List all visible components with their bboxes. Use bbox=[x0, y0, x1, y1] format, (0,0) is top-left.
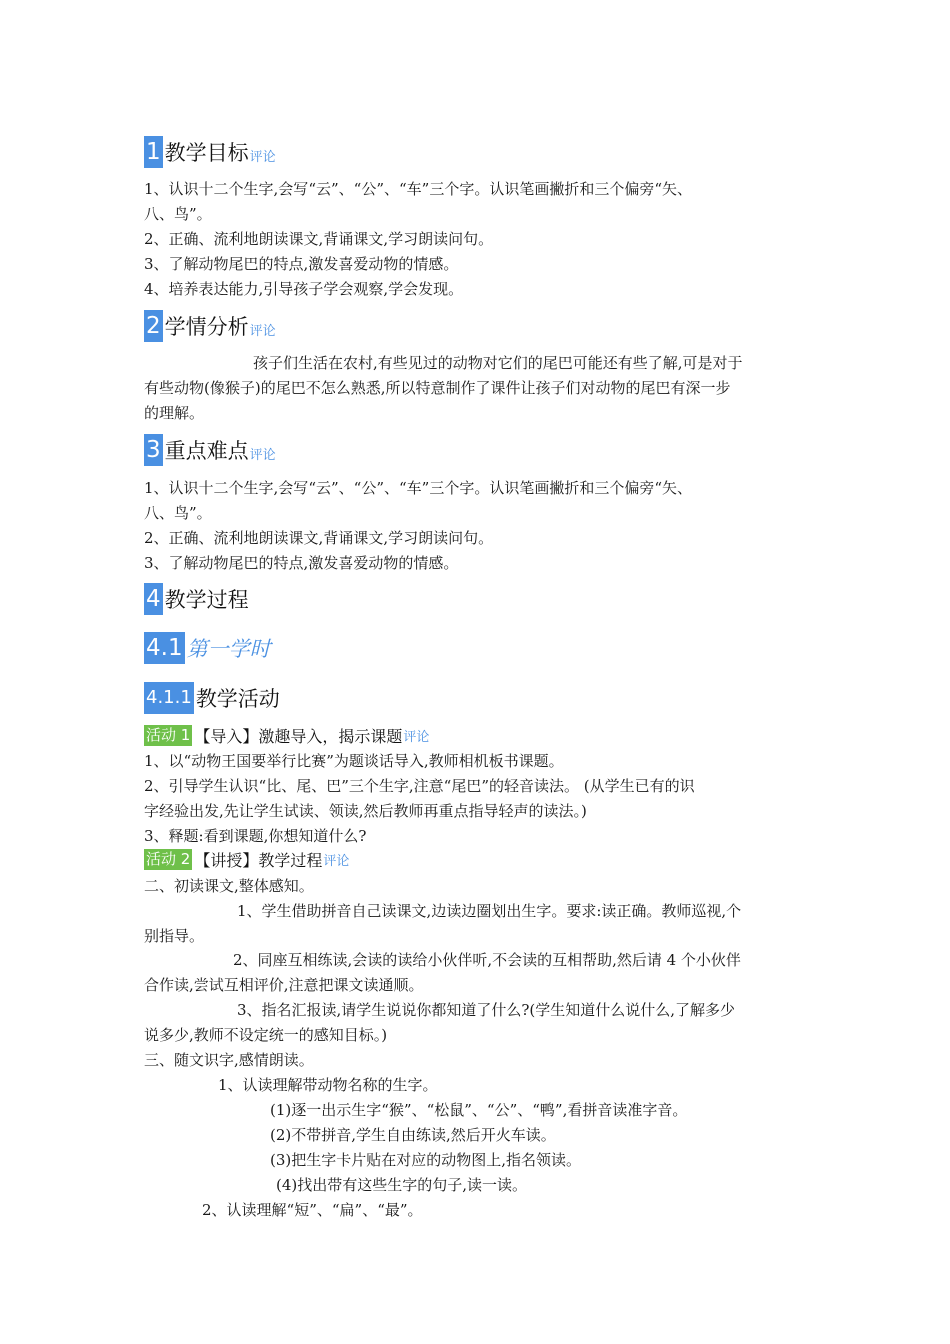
section-heading-1 bbox=[144, 136, 276, 168]
section-number: 4 bbox=[144, 583, 163, 615]
activity-line: 3、释题:看到课题,你想知道什么? bbox=[144, 827, 367, 845]
activity-line: 别指导。 bbox=[144, 927, 205, 945]
section-heading-4 bbox=[144, 583, 249, 615]
section-number: 3 bbox=[144, 434, 163, 466]
goal-line: 3、了解动物尾巴的特点,激发喜爱动物的情感。 bbox=[144, 255, 459, 273]
goal-line: 1、认识十二个生字,会写“云”、“公”、“车”三个字。认识笔画撇折和三个偏旁“矢、 bbox=[144, 180, 692, 198]
activity-line: 1、认读理解带动物名称的生字。 bbox=[218, 1076, 438, 1094]
keypoint-line: 2、正确、流利地朗读课文,背诵课文,学习朗读问句。 bbox=[144, 529, 494, 547]
section-heading-4-1-1 bbox=[144, 682, 280, 714]
section-title: 教学目标 bbox=[164, 141, 249, 165]
activity-line: 2、同座互相练读,会读的读给小伙伴听,不会读的互相帮助,然后请 4 个小伙伴 bbox=[233, 951, 741, 969]
activity-line: 合作读,尝试互相评价,注意把课文读通顺。 bbox=[144, 976, 424, 994]
section-title: 学情分析 bbox=[164, 315, 249, 339]
activity-line: (3)把生字卡片贴在对应的动物图上,指名领读。 bbox=[270, 1151, 582, 1169]
comment-link[interactable]: 评论 bbox=[403, 730, 430, 745]
comment-link[interactable]: 评论 bbox=[323, 854, 350, 869]
activity-line: 1、以“动物王国要举行比赛”为题谈话导入,教师相机板书课题。 bbox=[144, 752, 564, 770]
activity-heading-2 bbox=[144, 848, 349, 871]
activity-title: 【导入】激趣导入，揭示课题 bbox=[194, 727, 403, 746]
activity-line: (4)找出带有这些生字的句子,读一读。 bbox=[276, 1176, 528, 1194]
activity-line: (1)逐一出示生字“猴”、“松鼠”、“公”、“鸭”,看拼音读准字音。 bbox=[270, 1101, 688, 1119]
section-number: 4.1.1 bbox=[144, 682, 194, 714]
keypoint-line: 1、认识十二个生字,会写“云”、“公”、“车”三个字。认识笔画撇折和三个偏旁“矢、 bbox=[144, 479, 692, 497]
goal-line: 八、鸟”。 bbox=[144, 205, 212, 223]
section-title: 第一学时 bbox=[186, 637, 271, 661]
section-title: 重点难点 bbox=[164, 439, 249, 463]
activity-tag: 活动 2 bbox=[146, 850, 191, 868]
comment-link[interactable]: 评论 bbox=[249, 448, 276, 463]
keypoint-line: 3、了解动物尾巴的特点,激发喜爱动物的情感。 bbox=[144, 554, 459, 572]
activity-line: (2)不带拼音,学生自由练读,然后开火车读。 bbox=[270, 1126, 556, 1144]
section-number: 4.1 bbox=[144, 632, 185, 664]
activity-heading-1 bbox=[144, 724, 429, 747]
keypoint-line: 八、鸟”。 bbox=[144, 504, 212, 522]
comment-link[interactable]: 评论 bbox=[249, 150, 276, 165]
section-heading-2 bbox=[144, 310, 276, 342]
goal-line: 4、培养表达能力,引导孩子学会观察,学会发现。 bbox=[144, 280, 464, 298]
analysis-line: 孩子们生活在农村,有些见过的动物对它们的尾巴可能还有些了解,可是对于 bbox=[253, 354, 743, 372]
section-number: 2 bbox=[144, 310, 163, 342]
analysis-line: 有些动物(像猴子)的尾巴不怎么熟悉,所以特意制作了课件让孩子们对动物的尾巴有深一步 bbox=[144, 379, 731, 397]
activity-tag: 活动 1 bbox=[146, 726, 191, 744]
comment-link[interactable]: 评论 bbox=[249, 324, 276, 339]
activity-title: 【讲授】教学过程 bbox=[194, 851, 323, 870]
section-heading-3 bbox=[144, 434, 276, 466]
section-title: 教学过程 bbox=[164, 588, 249, 612]
activity-line: 二、初读课文,整体感知。 bbox=[144, 877, 314, 895]
activity-line: 3、指名汇报读,请学生说说你都知道了什么?(学生知道什么说什么,了解多少 bbox=[237, 1001, 735, 1019]
activity-line: 2、认读理解“短”、“扁”、“最”。 bbox=[202, 1201, 423, 1219]
goal-line: 2、正确、流利地朗读课文,背诵课文,学习朗读问句。 bbox=[144, 230, 494, 248]
activity-line: 字经验出发,先让学生试读、领读,然后教师再重点指导轻声的读法。) bbox=[144, 802, 587, 820]
section-number: 1 bbox=[144, 136, 163, 168]
activity-line: 2、引导学生认识“比、尾、巴”三个生字,注意“尾巴”的轻音读法。 (从学生已有的识 bbox=[144, 777, 695, 795]
activity-line: 1、学生借助拼音自己读课文,边读边圈划出生字。要求:读正确。教师巡视,个 bbox=[237, 902, 742, 920]
activity-line: 说多少,教师不设定统一的感知目标。) bbox=[144, 1026, 388, 1044]
section-heading-4-1 bbox=[144, 632, 271, 664]
analysis-line: 的理解。 bbox=[144, 404, 205, 422]
activity-line: 三、随文识字,感情朗读。 bbox=[144, 1051, 314, 1069]
section-title: 教学活动 bbox=[195, 687, 280, 711]
